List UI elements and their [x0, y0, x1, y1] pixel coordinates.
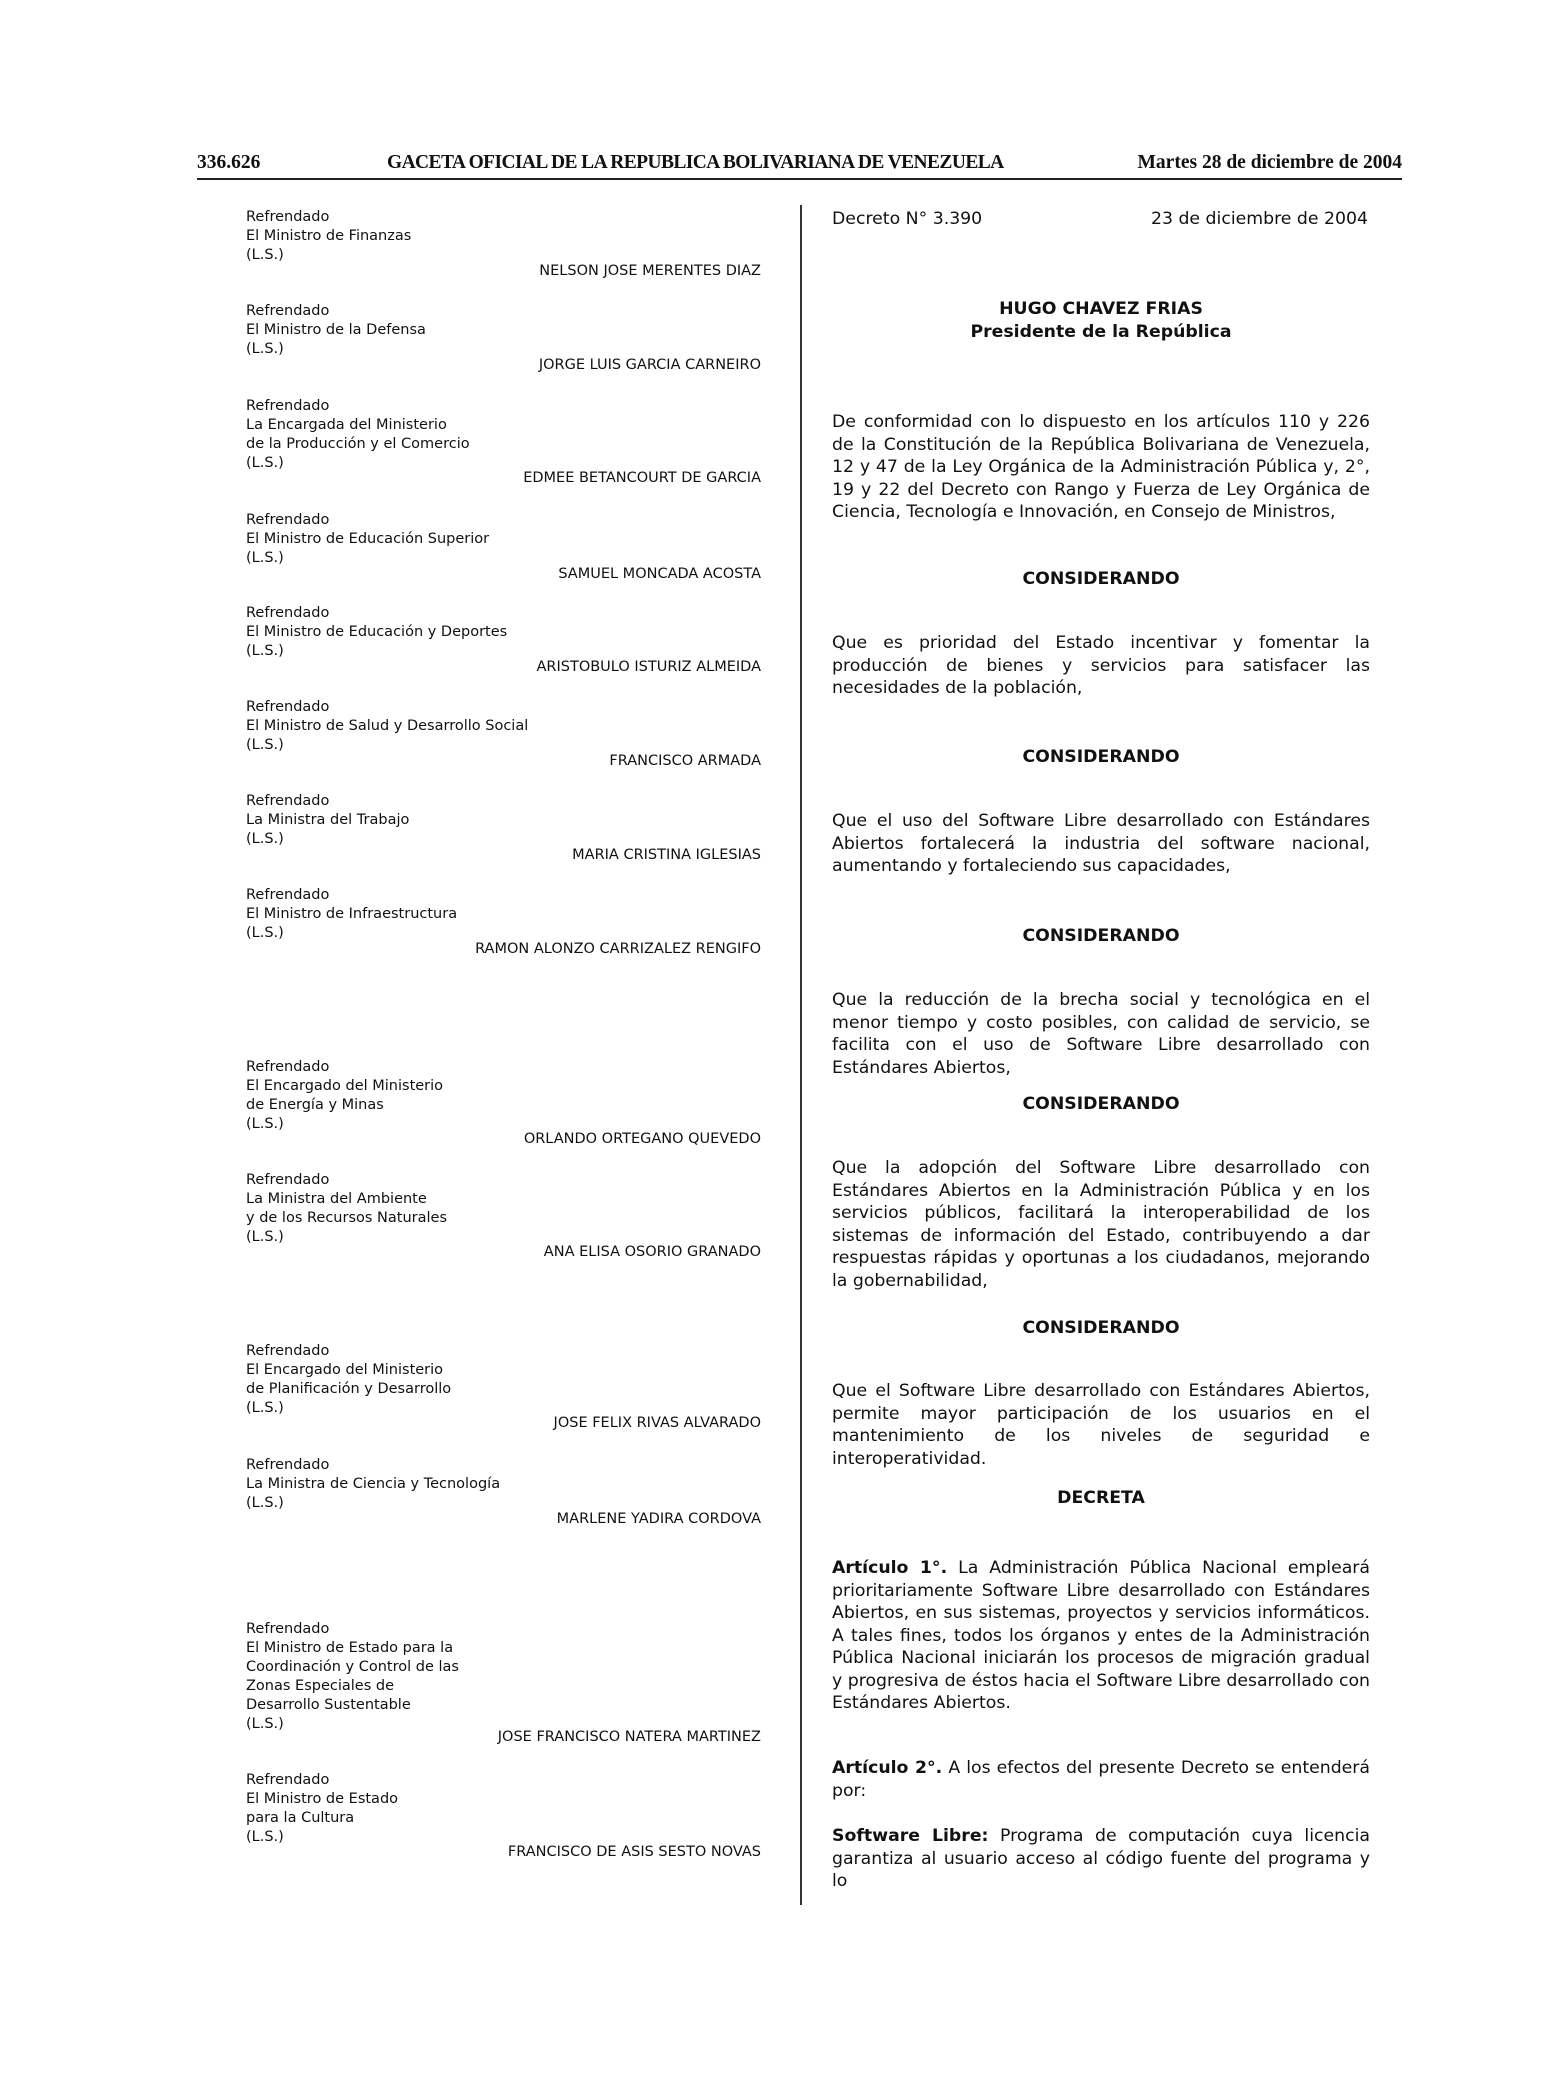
definition-software-libre — [832, 1825, 1370, 1893]
minister-role-line: El Encargado del Ministerio — [246, 1362, 444, 1378]
column-divider — [800, 205, 802, 1905]
article-2-text: A los efectos del presente Decreto se entenderá por: — [832, 1758, 1370, 1801]
minister-role-line: El Ministro de Estado — [246, 1791, 399, 1807]
minister-role-line: (L.S.) — [246, 550, 284, 566]
minister-role-line: (L.S.) — [246, 1829, 284, 1845]
considerando-heading: CONSIDERANDO — [1022, 1318, 1180, 1338]
considerando-text: Que la reducción de la brecha social y tecnológica en el menor tiempo y costo posibles, con calidad de servicio, se facilita con el uso de Software Libre desarrollado con Estándares Abiertos, — [832, 990, 1370, 1078]
minister-role-line: (L.S.) — [246, 1716, 284, 1732]
refrendado-label: Refrendado — [246, 209, 330, 225]
article-1-label: Artículo 1°. — [832, 1558, 948, 1578]
minister-role-line: de Energía y Minas — [246, 1097, 384, 1113]
signature-block — [246, 1771, 766, 1860]
minister-role-line: (L.S.) — [246, 1495, 284, 1511]
president-title: Presidente de la República — [970, 322, 1232, 342]
refrendado-label: Refrendado — [246, 1457, 330, 1473]
considerando-heading: CONSIDERANDO — [1022, 1094, 1180, 1114]
minister-role-line: Zonas Especiales de — [246, 1678, 395, 1694]
signature-block — [246, 1456, 766, 1527]
gazette-title: GACETA OFICIAL DE LA REPUBLICA BOLIVARIANA DE VENEZUELA — [387, 152, 1004, 173]
minister-name: MARIA CRISTINA IGLESIAS — [572, 847, 761, 863]
decree-number: Decreto N° 3.390 — [832, 209, 983, 229]
decree-number-row — [832, 208, 1370, 231]
page-header — [197, 152, 1402, 180]
minister-role-line: (L.S.) — [246, 1229, 284, 1245]
signature-block — [246, 397, 766, 486]
minister-name: NELSON JOSE MERENTES DIAZ — [539, 263, 761, 279]
signature-block — [246, 792, 766, 863]
minister-role-line: El Ministro de Educación Superior — [246, 531, 490, 547]
minister-role-line: Coordinación y Control de las — [246, 1659, 459, 1675]
minister-role-line: El Encargado del Ministerio — [246, 1078, 444, 1094]
issue-date: Martes 28 de diciembre de 2004 — [1137, 152, 1402, 173]
minister-name: EDMEE BETANCOURT DE GARCIA — [523, 470, 761, 486]
preamble: De conformidad con lo dispuesto en los artículos 110 y 226 de la Constitución de la República Bolivariana de Venezuela, 12 y 47 de la Ley Orgánica de la Administración Pública y, 2°, 19 y 22 del Decreto con Rango y Fuerza de Ley Orgánica de Ciencia, Tecnología e Innovación, en Consejo de Ministros, — [832, 412, 1370, 522]
minister-role-line: El Ministro de Salud y Desarrollo Social — [246, 718, 529, 734]
refrendado-label: Refrendado — [246, 1772, 330, 1788]
minister-role-line: para la Cultura — [246, 1810, 355, 1826]
signature-block — [246, 511, 766, 582]
minister-role-line: (L.S.) — [246, 1116, 284, 1132]
minister-role-line: El Ministro de Estado para la — [246, 1640, 454, 1656]
minister-role-line: y de los Recursos Naturales — [246, 1210, 448, 1226]
minister-role-line: (L.S.) — [246, 455, 284, 471]
signature-block — [246, 1171, 766, 1260]
minister-role-line: La Encargada del Ministerio — [246, 417, 447, 433]
minister-role-line: El Ministro de Educación y Deportes — [246, 624, 508, 640]
considerando-text: Que la adopción del Software Libre desarrollado con Estándares Abiertos en la Administración Pública y en los servicios públicos, facilitará la interoperabilidad de los sistemas de información del Estado, contribuyendo a dar respuestas rápidas y oportunas a los ciudadanos, mejorando la gobernabilidad, — [832, 1158, 1370, 1291]
minister-role-line: (L.S.) — [246, 1400, 284, 1416]
refrendado-label: Refrendado — [246, 699, 330, 715]
refrendado-label: Refrendado — [246, 398, 330, 414]
minister-name: ANA ELISA OSORIO GRANADO — [543, 1244, 761, 1260]
minister-role-line: (L.S.) — [246, 247, 284, 263]
refrendado-label: Refrendado — [246, 303, 330, 319]
signature-block — [246, 698, 766, 769]
article-2-label: Artículo 2°. — [832, 1758, 943, 1778]
minister-role-line: La Ministra del Trabajo — [246, 812, 410, 828]
signature-block — [246, 604, 766, 675]
minister-role-line: (L.S.) — [246, 643, 284, 659]
definition-label: Software Libre: — [832, 1826, 989, 1846]
refrendado-label: Refrendado — [246, 605, 330, 621]
article-1-text: La Administración Pública Nacional empleará prioritariamente Software Libre desarrollado con Estándares Abiertos, en sus sistemas, proyectos y servicios informáticos. A tales fines, todos los órganos y entes de la Administración Pública Nacional iniciarán los procesos de migración gradual y progresiva de éstos hacia el Software Libre desarrollado con Estándares Abiertos. — [832, 1558, 1371, 1713]
considerando-heading: CONSIDERANDO — [1022, 747, 1180, 767]
minister-name: SAMUEL MONCADA ACOSTA — [558, 566, 761, 582]
minister-role-line: El Ministro de Finanzas — [246, 228, 412, 244]
signature-block — [246, 1620, 766, 1745]
minister-name: ORLANDO ORTEGANO QUEVEDO — [523, 1131, 761, 1147]
article-2 — [832, 1757, 1370, 1802]
minister-name: FRANCISCO DE ASIS SESTO NOVAS — [507, 1844, 761, 1860]
minister-name: JORGE LUIS GARCIA CARNEIRO — [538, 357, 761, 373]
minister-name: RAMON ALONZO CARRIZALEZ RENGIFO — [475, 941, 761, 957]
minister-role-line: (L.S.) — [246, 831, 284, 847]
refrendado-label: Refrendado — [246, 512, 330, 528]
refrendado-label: Refrendado — [246, 1172, 330, 1188]
refrendado-label: Refrendado — [246, 793, 330, 809]
minister-name: JOSE FELIX RIVAS ALVARADO — [553, 1415, 761, 1431]
considerando-text: Que el uso del Software Libre desarrollado con Estándares Abiertos fortalecerá la industria del software nacional, aumentando y fortaleciendo sus capacidades, — [832, 811, 1370, 876]
minister-role-line: La Ministra del Ambiente — [246, 1191, 427, 1207]
minister-name: JOSE FRANCISCO NATERA MARTINEZ — [497, 1729, 761, 1745]
page-number: 336.626 — [197, 152, 261, 173]
minister-name: FRANCISCO ARMADA — [609, 753, 761, 769]
article-1 — [832, 1557, 1370, 1715]
minister-role-line: (L.S.) — [246, 925, 284, 941]
signature-block — [246, 1342, 766, 1431]
signature-block — [246, 1058, 766, 1147]
minister-role-line: El Ministro de la Defensa — [246, 322, 426, 338]
minister-role-line: de Planificación y Desarrollo — [246, 1381, 452, 1397]
minister-role-line: El Ministro de Infraestructura — [246, 906, 458, 922]
refrendado-label: Refrendado — [246, 1343, 330, 1359]
minister-name: MARLENE YADIRA CORDOVA — [556, 1511, 761, 1527]
refrendado-label: Refrendado — [246, 1621, 330, 1637]
minister-role-line: Desarrollo Sustentable — [246, 1697, 411, 1713]
signature-block — [246, 208, 766, 279]
considerando-heading: CONSIDERANDO — [1022, 926, 1180, 946]
signature-block — [246, 886, 766, 957]
president-name: HUGO CHAVEZ FRIAS — [999, 299, 1203, 319]
considerando-text: Que es prioridad del Estado incentivar y fomentar la producción de bienes y servicios para satisfacer las necesidades de la población, — [832, 633, 1370, 698]
decree-date: 23 de diciembre de 2004 — [1150, 209, 1368, 229]
minister-role-line: (L.S.) — [246, 737, 284, 753]
minister-role-line: La Ministra de Ciencia y Tecnología — [246, 1476, 501, 1492]
decreta-heading: DECRETA — [1057, 1488, 1145, 1508]
minister-role-line: (L.S.) — [246, 341, 284, 357]
header-rule — [197, 178, 1402, 180]
signature-block — [246, 302, 766, 373]
considerando-text: Que el Software Libre desarrollado con Estándares Abiertos, permite mayor participación de los usuarios en el mantenimiento de los niveles de seguridad e interoperatividad. — [832, 1381, 1370, 1469]
minister-role-line: de la Producción y el Comercio — [246, 436, 470, 452]
considerando-heading: CONSIDERANDO — [1022, 569, 1180, 589]
refrendado-label: Refrendado — [246, 1059, 330, 1075]
definition-text: Programa de computación cuya licencia garantiza al usuario acceso al código fuente del programa y lo — [832, 1826, 1370, 1891]
refrendado-label: Refrendado — [246, 887, 330, 903]
minister-name: ARISTOBULO ISTURIZ ALMEIDA — [536, 659, 761, 675]
